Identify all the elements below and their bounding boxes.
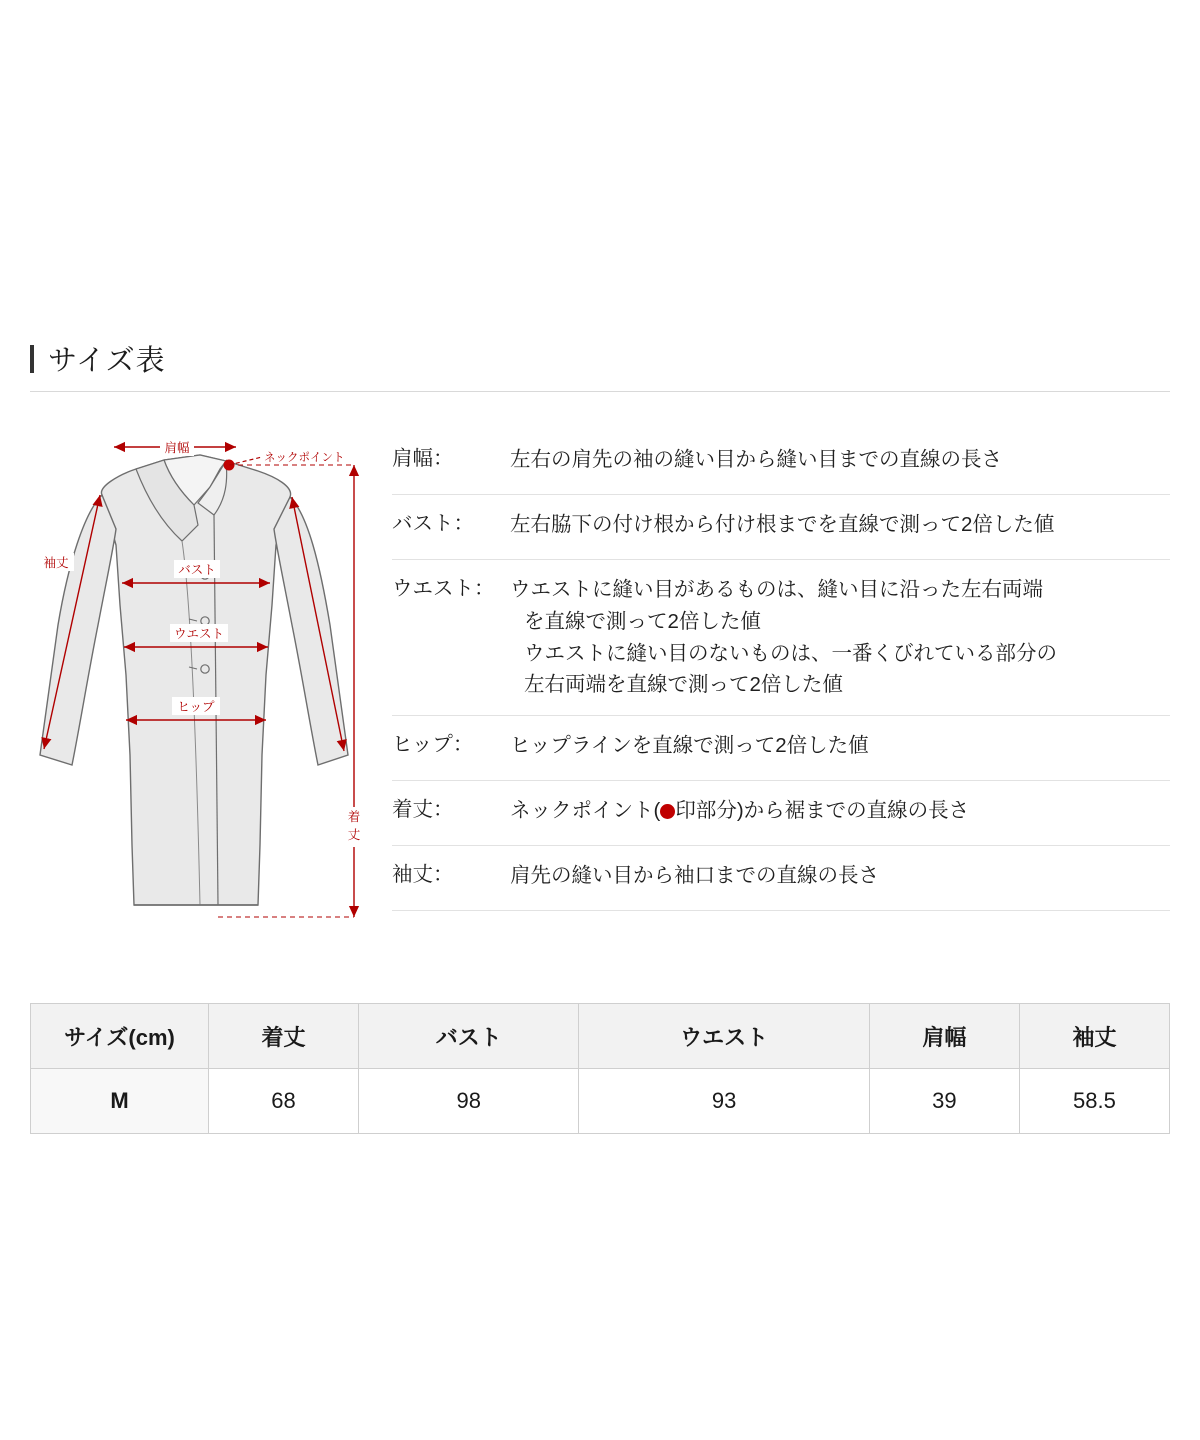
garment-measurement-diagram bbox=[14, 425, 374, 945]
column-header-sleeve: 袖丈 bbox=[1019, 1004, 1169, 1069]
definition-term: ウエスト： bbox=[392, 577, 495, 600]
cell-sleeve: 58.5 bbox=[1019, 1069, 1169, 1134]
label-sleeve: 袖丈 bbox=[43, 556, 69, 570]
definition-text bbox=[510, 795, 1170, 827]
definition-term: 袖丈： bbox=[392, 863, 454, 887]
column-header-waist: ウエスト bbox=[579, 1004, 870, 1069]
definition-text-pre: ネックポイント( bbox=[510, 799, 661, 823]
definition-text: 左右の肩先の袖の縫い目から縫い目までの直線の長さ bbox=[510, 448, 1002, 471]
table-row bbox=[31, 1069, 1170, 1134]
size-table bbox=[30, 1003, 1170, 1134]
diagram-svg bbox=[14, 425, 374, 945]
label-shoulder: 肩幅 bbox=[164, 441, 190, 455]
cell-bust: 98 bbox=[359, 1069, 579, 1134]
label-hip: ヒップ bbox=[177, 700, 215, 714]
label-bust: バスト bbox=[178, 563, 216, 577]
definition-term: バスト： bbox=[392, 512, 474, 535]
definition-text: ヒップラインを直線で測って2倍した値 bbox=[510, 734, 869, 758]
cell-length: 68 bbox=[209, 1069, 359, 1134]
definition-row-waist bbox=[392, 560, 1170, 716]
title-accent-bar bbox=[30, 345, 34, 373]
title-divider bbox=[30, 391, 1170, 392]
definition-row-length bbox=[392, 781, 1170, 846]
neck-point-dot-icon bbox=[660, 804, 675, 819]
definition-text: 左右脇下の付け根から付け根までを直線で測って2倍した値 bbox=[510, 513, 1055, 536]
cell-waist: 93 bbox=[579, 1069, 870, 1134]
definition-text: 肩先の縫い目から袖口までの直線の長さ bbox=[510, 864, 879, 888]
measurement-definitions bbox=[392, 430, 1170, 911]
column-header-length: 着丈 bbox=[209, 1004, 359, 1069]
size-table-head bbox=[31, 1004, 1170, 1069]
definition-text: ウエストに縫い目があるものは、縫い目に沿った左右両端 を直線で測って2倍した値 ウエストに縫い目のないものは、一番くびれている部分の 左右両端を直線で測って2倍した値 bbox=[510, 578, 1057, 697]
column-header-shoulder: 肩幅 bbox=[869, 1004, 1019, 1069]
label-waist: ウエスト bbox=[173, 627, 225, 641]
section-heading-wrap bbox=[30, 338, 1170, 392]
column-header-bust: バスト bbox=[359, 1004, 579, 1069]
definition-row-hip bbox=[392, 716, 1170, 781]
cell-size-label: M bbox=[31, 1069, 209, 1134]
definition-term: 着丈： bbox=[392, 798, 454, 822]
label-length-2: 丈 bbox=[347, 828, 361, 842]
label-neckpoint: ネックポイント bbox=[264, 452, 345, 464]
definition-row-bust bbox=[392, 495, 1170, 560]
definition-text-post: 印部分)から裾までの直線の長さ bbox=[675, 799, 970, 823]
definition-row-shoulder bbox=[392, 430, 1170, 495]
cell-shoulder: 39 bbox=[869, 1069, 1019, 1134]
coat-sleeve-right bbox=[274, 497, 348, 765]
definition-term: ヒップ： bbox=[392, 733, 474, 757]
label-length-1: 着 bbox=[347, 810, 361, 824]
column-header-size: サイズ(cm) bbox=[31, 1004, 209, 1069]
definition-term: 肩幅： bbox=[392, 447, 454, 470]
page-title bbox=[30, 338, 1170, 391]
page-title-text: サイズ表 bbox=[48, 345, 166, 377]
table-header-row bbox=[31, 1004, 1170, 1069]
coat-sleeve-left bbox=[40, 495, 116, 765]
measure-shoulder-width bbox=[114, 438, 236, 456]
coat-outline bbox=[40, 455, 348, 905]
size-table-body bbox=[31, 1069, 1170, 1134]
definition-row-sleeve bbox=[392, 846, 1170, 911]
